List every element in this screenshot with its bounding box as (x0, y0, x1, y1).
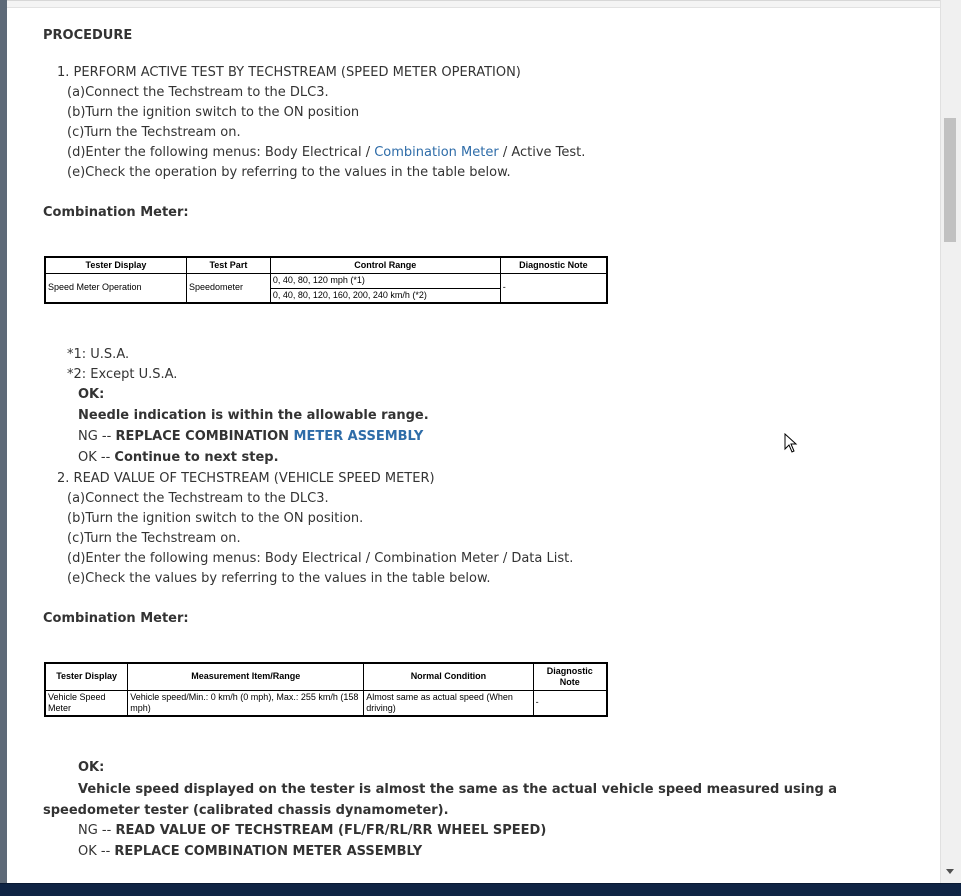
table1-cell: Speed Meter Operation (45, 273, 186, 303)
note-except-usa: *2: Except U.S.A. (67, 367, 178, 382)
step2-b: (b)Turn the ignition switch to the ON position. (67, 511, 364, 526)
scrollbar-thumb[interactable] (944, 118, 956, 242)
data-list-table (44, 662, 608, 717)
procedure-heading: PROCEDURE (43, 28, 133, 43)
table1-header: Test Part (186, 257, 270, 273)
table1-cell: 0, 40, 80, 120 mph (*1) (270, 273, 500, 288)
ok-label-2: OK: (78, 760, 105, 775)
table1-header: Control Range (270, 257, 500, 273)
table1-cell: 0, 40, 80, 120, 160, 200, 240 km/h (*2) (270, 288, 500, 303)
table2-caption: Combination Meter: (43, 611, 189, 626)
ng-action: READ VALUE OF TECHSTREAM (FL/FR/RL/RR WHEEL SPEED) (115, 823, 547, 838)
step2-c: (c)Turn the Techstream on. (67, 531, 241, 546)
table1-cell: Speedometer (186, 273, 270, 303)
ok-prefix: OK -- (78, 844, 115, 859)
ok-prefix: OK -- (78, 450, 115, 465)
meter-assembly-link[interactable]: METER ASSEMBLY (293, 429, 424, 444)
step1-title: 1. PERFORM ACTIVE TEST BY TECHSTREAM (SPEED METER OPERATION) (57, 65, 521, 80)
table1-caption: Combination Meter: (43, 205, 189, 220)
step2-title: 2. READ VALUE OF TECHSTREAM (VEHICLE SPEED METER) (57, 471, 435, 486)
table2-cell: - (533, 690, 607, 716)
step1-b: (b)Turn the ignition switch to the ON position (67, 105, 360, 120)
document-window (7, 0, 940, 884)
window-top-edge (7, 1, 940, 8)
ok-action: Continue to next step. (114, 450, 279, 465)
step1-d-text-end: / Active Test. (498, 145, 586, 160)
table2-header: Tester Display (45, 663, 128, 690)
step2-a: (a)Connect the Techstream to the DLC3. (67, 491, 329, 506)
table2-cell: Almost same as actual speed (When driving) (364, 690, 533, 716)
ok-action: REPLACE COMBINATION METER ASSEMBLY (114, 844, 423, 859)
ng-result-2 (43, 821, 928, 842)
step2-d: (d)Enter the following menus: Body Electrical / Combination Meter / Data List. (67, 551, 574, 566)
active-test-table (44, 256, 608, 304)
step2-e: (e)Check the values by referring to the values in the table below. (67, 571, 491, 586)
table2-header: Diagnostic Note (533, 663, 607, 690)
table1-cell: - (500, 273, 607, 303)
combination-meter-link[interactable]: Combination Meter (374, 145, 499, 160)
table1-header: Tester Display (45, 257, 186, 273)
step1-e: (e)Check the operation by referring to the values in the table below. (67, 165, 511, 180)
vertical-scrollbar[interactable] (940, 0, 961, 883)
table1-header: Diagnostic Note (500, 257, 607, 273)
ok-criteria-2: Vehicle speed displayed on the tester is almost the same as the actual vehicle speed measured using a speedometer tester (calibrated chassis dynamometer). (43, 782, 838, 818)
ng-prefix: NG -- (78, 429, 116, 444)
table2-cell: Vehicle speed/Min.: 0 km/h (0 mph), Max.: 255 km/h (158 mph) (128, 690, 364, 716)
window-bottom-frame (0, 883, 961, 896)
ng-prefix: NG -- (78, 823, 116, 838)
step1-d-text: (d)Enter the following menus: Body Electrical / (67, 145, 375, 160)
ok-label: OK: (78, 387, 105, 402)
mouse-pointer-icon (784, 433, 798, 453)
table2-cell: Vehicle Speed Meter (45, 690, 128, 716)
table2-header: Normal Condition (364, 663, 533, 690)
scroll-down-icon[interactable] (946, 869, 954, 874)
ok-result-2 (43, 842, 928, 863)
step1-c: (c)Turn the Techstream on. (67, 125, 241, 140)
table2-header: Measurement Item/Range (128, 663, 364, 690)
ng-action: REPLACE COMBINATION (115, 429, 294, 444)
ok-criteria: Needle indication is within the allowable range. (78, 408, 429, 423)
note-usa: *1: U.S.A. (67, 347, 130, 362)
step1-a: (a)Connect the Techstream to the DLC3. (67, 85, 329, 100)
step1-d (43, 143, 928, 163)
